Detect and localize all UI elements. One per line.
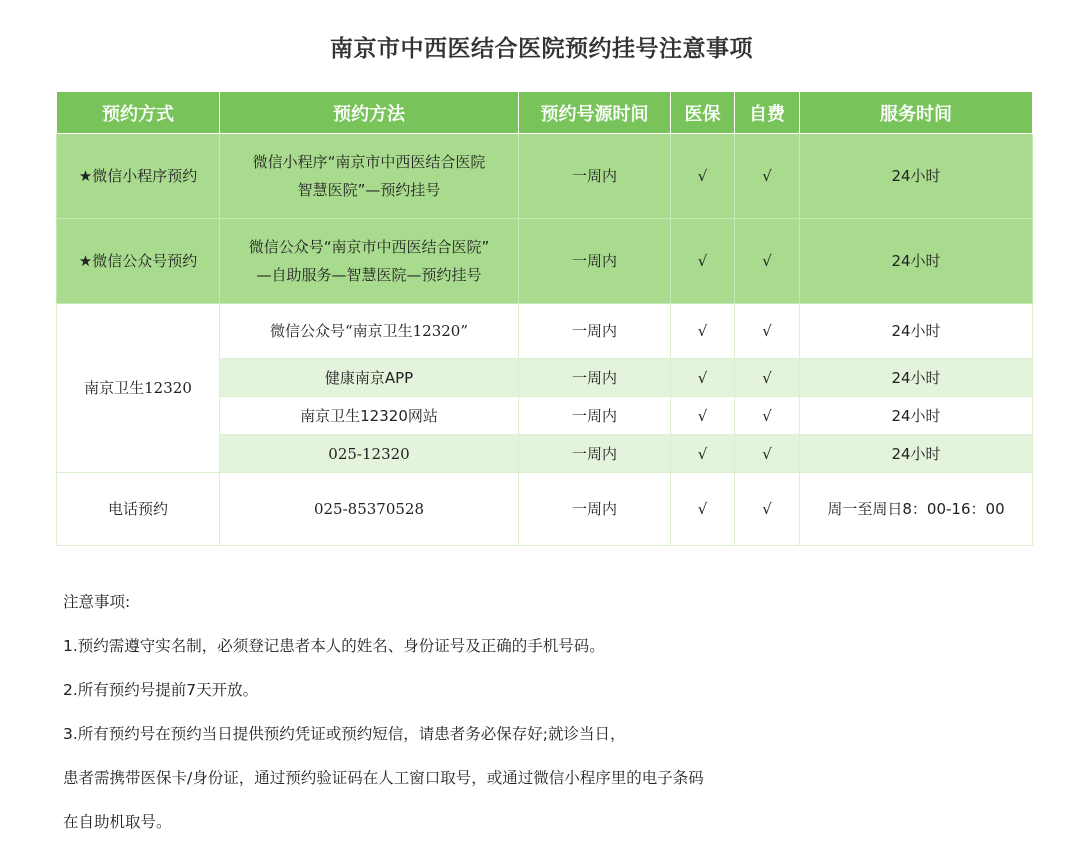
cell-insurance: √	[671, 304, 735, 359]
cell-insurance: √	[671, 397, 735, 435]
cell-service-time: 24小时	[800, 134, 1033, 219]
cell-service-time: 周一至周日8：00-16：00	[800, 473, 1033, 546]
cell-source-time: 一周内	[519, 304, 671, 359]
cell-mode: ★微信小程序预约	[57, 134, 220, 219]
method-line: 智慧医院”—预约挂号	[297, 181, 441, 199]
note-item: 患者需携带医保卡/身份证，通过预约验证码在人工窗口取号，或通过微信小程序里的电子条码	[63, 769, 704, 787]
notes-heading: 注意事项:	[63, 593, 131, 611]
page-title: 南京市中西医结合医院预约挂号注意事项	[330, 36, 753, 62]
cell-insurance: √	[671, 473, 735, 546]
header-method: 预约方法	[220, 92, 519, 134]
method-line: —自助服务—智慧医院—预约挂号	[256, 266, 482, 284]
table-row	[57, 473, 1033, 546]
cell-self-pay: √	[735, 134, 800, 219]
cell-source-time: 一周内	[519, 134, 671, 219]
cell-service-time: 24小时	[800, 397, 1033, 435]
cell-mode: ★微信公众号预约	[57, 219, 220, 304]
cell-self-pay: √	[735, 473, 800, 546]
method-line: 微信公众号“南京市中西医结合医院”	[248, 238, 490, 256]
cell-source-time: 一周内	[519, 397, 671, 435]
cell-method: 025-12320	[220, 435, 519, 473]
cell-self-pay: √	[735, 435, 800, 473]
cell-service-time: 24小时	[800, 304, 1033, 359]
cell-method	[220, 219, 519, 304]
cell-source-time: 一周内	[519, 473, 671, 546]
header-source-time: 预约号源时间	[519, 92, 671, 134]
cell-insurance: √	[671, 219, 735, 304]
cell-source-time: 一周内	[519, 219, 671, 304]
cell-method	[220, 134, 519, 219]
header-self-pay: 自费	[735, 92, 800, 134]
cell-service-time: 24小时	[800, 359, 1033, 397]
cell-method: 025-85370528	[220, 473, 519, 546]
method-line: 微信小程序“南京市中西医结合医院	[252, 153, 486, 171]
cell-mode: 南京卫生12320	[57, 304, 220, 473]
cell-method: 健康南京APP	[220, 359, 519, 397]
cell-insurance: √	[671, 134, 735, 219]
cell-self-pay: √	[735, 397, 800, 435]
header-service-time: 服务时间	[800, 92, 1033, 134]
note-item: 在自助机取号。	[63, 813, 172, 831]
note-item: 1.预约需遵守实名制，必须登记患者本人的姓名、身份证号及正确的手机号码。	[63, 637, 605, 655]
table-row	[57, 219, 1033, 304]
cell-source-time: 一周内	[519, 435, 671, 473]
cell-self-pay: √	[735, 219, 800, 304]
cell-source-time: 一周内	[519, 359, 671, 397]
cell-service-time: 24小时	[800, 219, 1033, 304]
header-insurance: 医保	[671, 92, 735, 134]
cell-self-pay: √	[735, 304, 800, 359]
cell-insurance: √	[671, 359, 735, 397]
cell-service-time: 24小时	[800, 435, 1033, 473]
appointment-table	[56, 91, 1033, 546]
cell-insurance: √	[671, 435, 735, 473]
table-row	[57, 134, 1033, 219]
table-row	[57, 304, 1033, 359]
cell-method: 南京卫生12320网站	[220, 397, 519, 435]
cell-self-pay: √	[735, 359, 800, 397]
note-item: 2.所有预约号提前7天开放。	[63, 681, 259, 699]
header-mode: 预约方式	[57, 92, 220, 134]
note-item: 3.所有预约号在预约当日提供预约凭证或预约短信，请患者务必保存好;就诊当日，	[63, 725, 626, 743]
cell-method: 微信公众号“南京卫生12320”	[220, 304, 519, 359]
table-header-row	[57, 92, 1033, 134]
cell-mode: 电话预约	[57, 473, 220, 546]
